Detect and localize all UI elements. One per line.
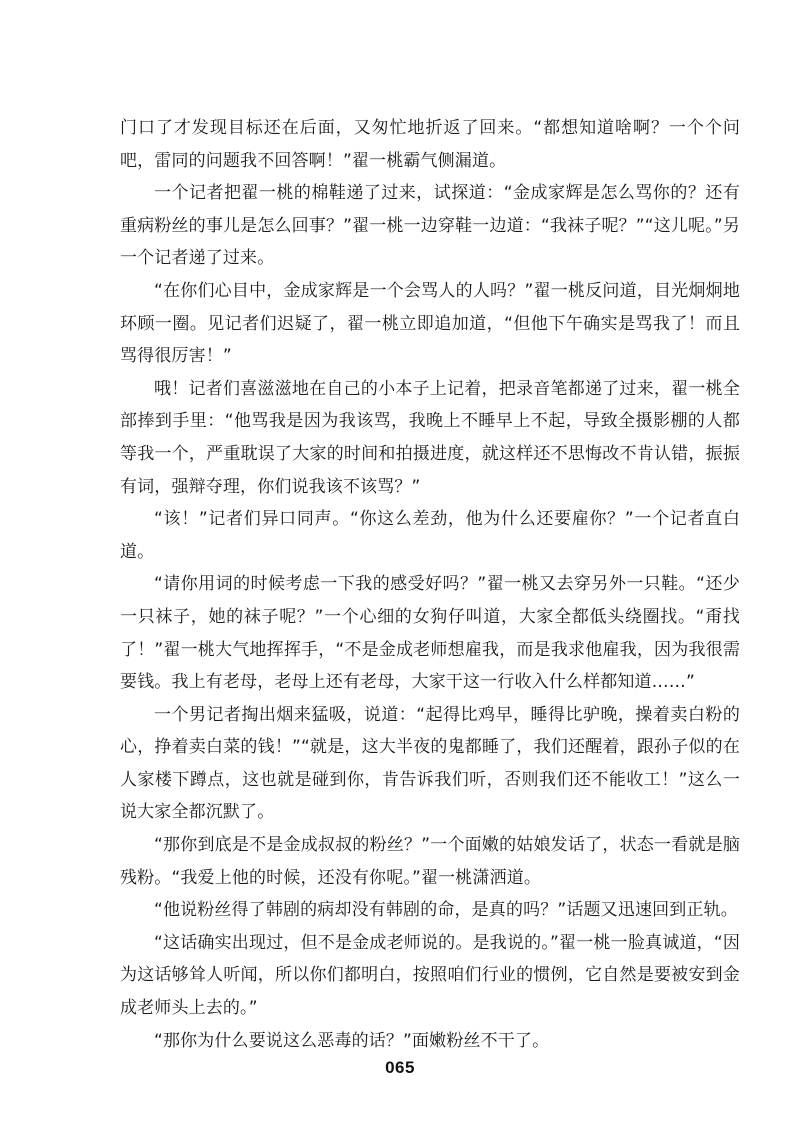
paragraph: “那你为什么要说这么恶毒的话？”面嫩粉丝不干了。 [154,1030,550,1051]
page-number: 065 [385,1058,415,1077]
paragraph: 哦！记者们喜滋滋地在自己的小本子上记着，把录音笔都递了过来，翟一桃全部捧到手里：“他骂我是因为我该骂，我晚上不睡早上不起，导致全摄影棚的人都等我一个，严重耽误了大家的时间和拍摄进度，就这样还不思悔改不肯认错，振振有词，强辩夺理，你们说我该不该骂？” [120,378,740,497]
paragraph-continued: 门口了才发现目标还在后面，又匆忙地折返了回来。“都想知道啥啊？一个个问吧，雷同的问题我不回答啊！”翟一桃霸气侧漏道。 [120,118,740,171]
paragraph: “那你到底是不是金成叔叔的粉丝？”一个面嫩的姑娘发话了，状态一看就是脑残粉。“我爱上他的时候，还没有你呢。”翟一桃潇洒道。 [120,835,740,888]
paragraph: “请你用词的时候考虑一下我的感受好吗？”翟一桃又去穿另外一只鞋。“还少一只袜子，她的袜子呢？”一个心细的女狗仔叫道，大家全都低头绕圈找。“甭找了！”翟一桃大气地挥挥手，“不是金成老师想雇我，而是我求他雇我，因为我很需要钱。我上有老母，老母上还有老母，大家干这一行收入什么样都知道……” [120,574,740,693]
paragraph: “该！”记者们异口同声。“你这么差劲，他为什么还要雇你？”一个记者直白道。 [120,509,740,562]
paragraph: 一个记者把翟一桃的棉鞋递了过来，试探道：“金成家辉是怎么骂你的？还有重病粉丝的事儿是怎么回事？”翟一桃一边穿鞋一边道：“我袜子呢？”“这儿呢。”另一个记者递了过来。 [120,183,740,269]
paragraph: 一个男记者掏出烟来猛吸，说道：“起得比鸡早，睡得比驴晚，操着卖白粉的心，挣着卖白菜的钱！”“就是，这大半夜的鬼都睡了，我们还醒着，跟孙子似的在人家楼下蹲点，这也就是碰到你，肯告诉我们听，否则我们还不能收工！”这么一说大家全都沉默了。 [120,704,740,823]
paragraph: “在你们心目中，金成家辉是一个会骂人的人吗？”翟一桃反问道，目光炯炯地环顾一圈。见记者们迟疑了，翟一桃立即追加道，“但他下午确实是骂我了！而且骂得很厉害！” [120,280,740,367]
body-text [120,112,740,1057]
paragraph: “他说粉丝得了韩剧的病却没有韩剧的命，是真的吗？”话题又迅速回到正轨。 [154,900,738,921]
paragraph: “这话确实出现过，但不是金成老师说的。是我说的。”翟一桃一脸真诚道，“因为这话够耸人听闻，所以你们都明白，按照咱们行业的惯例，它自然是要被安到金成老师头上去的。” [120,932,740,1019]
